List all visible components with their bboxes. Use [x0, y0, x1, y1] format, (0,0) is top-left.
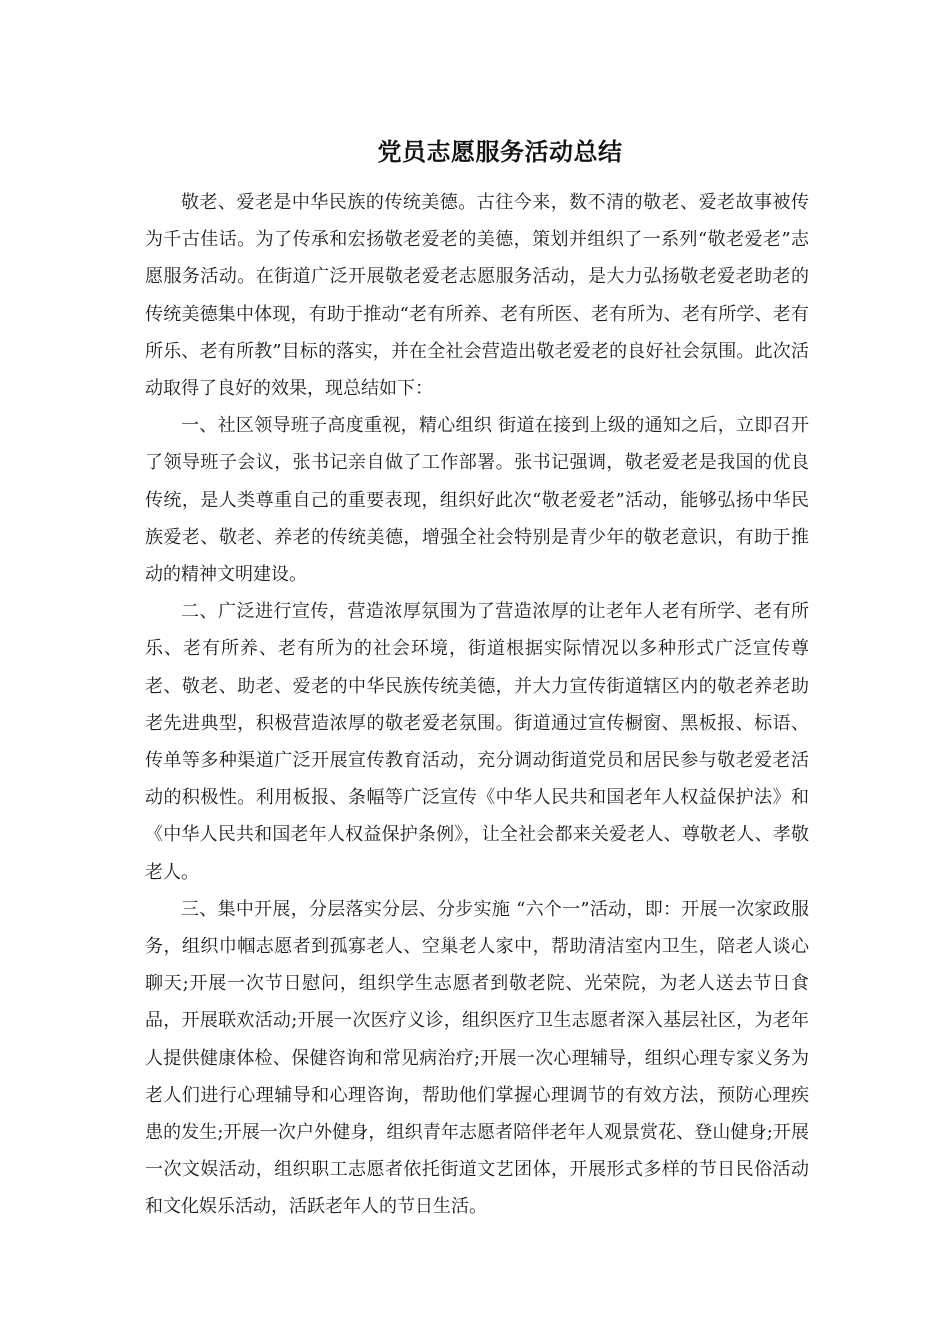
document-body [145, 184, 809, 1226]
paragraph-section-one: 一、社区领导班子高度重视，精心组织 街道在接到上级的通知之后，立即召开了领导班子会议，张书记亲自做了工作部署。张书记强调，敬老爱老是我国的优良传统，是人类尊重自己的重要表现，组织好此次“敬老爱老”活动，能够弘扬中华民族爱老、敬老、养老的传统美德，增强全社会特别是青少年的敬老意识，有助于推动的精神文明建设。 [145, 415, 809, 586]
paragraph-section-two: 二、广泛进行宣传，营造浓厚氛围为了营造浓厚的让老年人老有所学、老有所乐、老有所养、老有所为的社会环境，街道根据实际情况以多种形式广泛宣传尊老、敬老、助老、爱老的中华民族传统美德，并大力宣传街道辖区内的敬老养老助老先进典型，积极营造浓厚的敬老爱老氛围。街道通过宣传橱窗、黑板报、标语、传单等多种渠道广泛开展宣传教育活动，充分调动街道党员和居民参与敬老爱老活动的积极性。利用板报、条幅等广泛宣传《中华人民共和国老年人权益保护法》和《中华人民共和国老年人权益保护条例》，让全社会都来关爱老人、尊敬老人、孝敬老人。 [145, 601, 809, 883]
paragraph-section-three: 三、集中开展，分层落实分层、分步实施 “六个一”活动，即：开展一次家政服务，组织巾帼志愿者到孤寡老人、空巢老人家中，帮助清洁室内卫生，陪老人谈心聊天;开展一次节日慰问，组织学生志愿者到敬老院、光荣院，为老人送去节日食品，开展联欢活动;开展一次医疗义诊，组织医疗卫生志愿者深入基层社区，为老年人提供健康体检、保健咨询和常见病治疗;开展一次心理辅导，组织心理专家义务为老人们进行心理辅导和心理咨询，帮助他们掌握心理调节的有效方法，预防心理疾患的发生;开展一次户外健身，组织青年志愿者陪伴老年人观景赏花、登山健身;开展一次文娱活动，组织职工志愿者依托街道文艺团体，开展形式多样的节日民俗活动和文化娱乐活动，活跃老年人的节日生活。 [145, 898, 809, 1218]
document-title: 党员志愿服务活动总结 [377, 138, 623, 166]
paragraph-intro: 敬老、爱老是中华民族的传统美德。古往今来，数不清的敬老、爱老故事被传为千古佳话。为了传承和宏扬敬老爱老的美德，策划并组织了一系列“敬老爱老”志愿服务活动。在街道广泛开展敬老爱老志愿服务活动，是大力弘扬敬老爱老助老的传统美德集中体现，有助于推动“老有所养、老有所医、老有所为、老有所学、老有所乐、老有所教”目标的落实，并在全社会营造出敬老爱老的良好社会氛围。此次活动取得了良好的效果，现总结如下： [145, 192, 809, 400]
